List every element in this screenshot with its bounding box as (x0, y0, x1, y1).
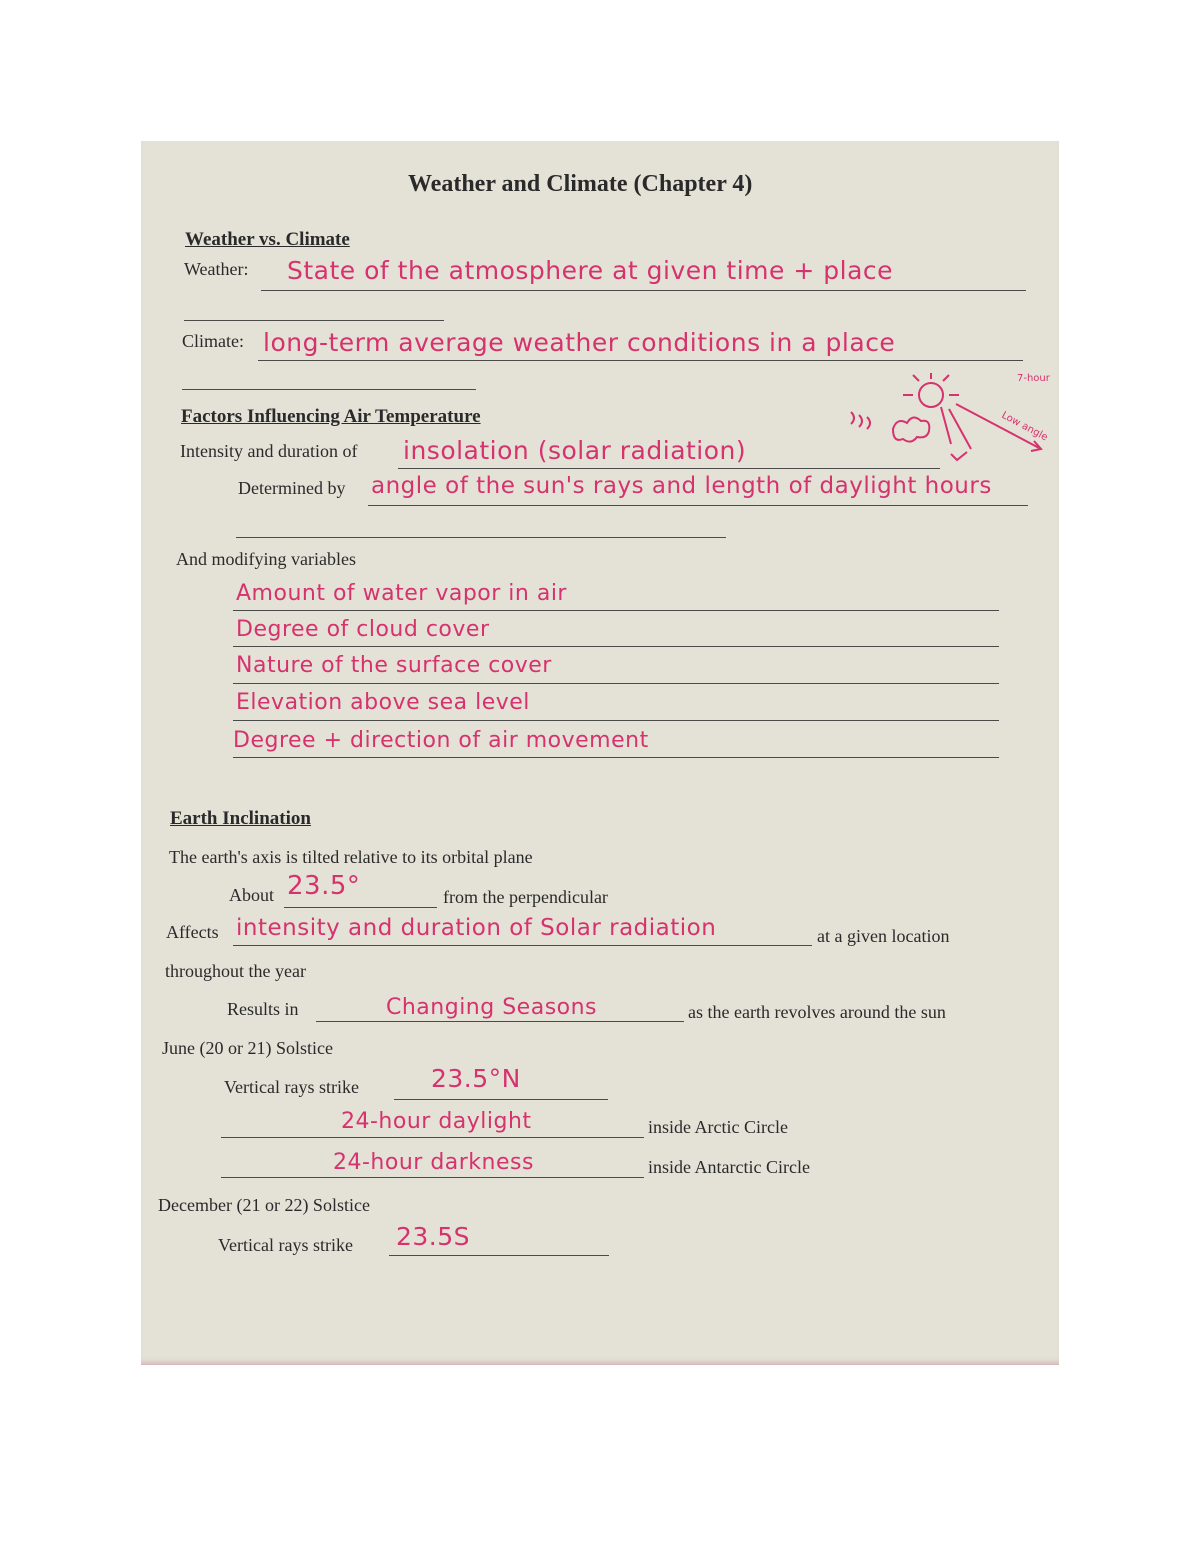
affects-suffix: at a given location (817, 926, 950, 946)
weather-answer-line-2 (184, 320, 444, 321)
affects-label: Affects (166, 922, 219, 942)
modifying-answer-4: Elevation above sea level (236, 690, 530, 715)
weather-label: Weather: (184, 259, 249, 279)
about-answer: 23.5° (287, 871, 361, 901)
sun-rays-sketch-icon (831, 369, 1071, 489)
modifying-answer-5: Degree + direction of air movement (233, 728, 649, 753)
june-arctic-suffix: inside Arctic Circle (648, 1117, 788, 1137)
sketch-note-hours: 7-hour (1017, 373, 1050, 384)
results-answer: Changing Seasons (386, 995, 598, 1020)
section-heading-weather-vs-climate: Weather vs. Climate (185, 229, 350, 250)
intensity-answer: insolation (solar radiation) (403, 436, 747, 465)
about-suffix: from the perpendicular (443, 887, 608, 907)
results-answer-line (316, 1021, 684, 1022)
about-label: About (229, 885, 274, 905)
climate-label: Climate: (182, 331, 244, 351)
dec-vertical-line (389, 1255, 609, 1256)
weather-answer-line (261, 290, 1026, 291)
modifying-line-2 (233, 646, 999, 647)
page-title: Weather and Climate (Chapter 4) (408, 171, 753, 197)
affects-answer: intensity and duration of Solar radiation (236, 915, 717, 941)
weather-answer: State of the atmosphere at given time + place (287, 256, 894, 285)
determined-answer-line-2 (236, 537, 726, 538)
modifying-line-5 (233, 757, 999, 758)
climate-answer-line (258, 360, 1023, 361)
dec-vertical-label: Vertical rays strike (218, 1235, 353, 1255)
affects-answer-line (233, 945, 812, 946)
modifying-line-3 (233, 683, 999, 684)
worksheet-page (141, 141, 1059, 1365)
results-label: Results in (227, 999, 299, 1019)
intensity-label: Intensity and duration of (180, 441, 358, 461)
results-suffix: as the earth revolves around the sun (688, 1002, 946, 1022)
june-antarctic-answer: 24-hour darkness (333, 1150, 534, 1175)
modifying-line-4 (233, 720, 999, 721)
december-solstice-heading: December (21 or 22) Solstice (158, 1195, 370, 1215)
section-heading-earth-inclination: Earth Inclination (170, 808, 311, 829)
determined-answer: angle of the sun's rays and length of daylight hours (371, 473, 992, 499)
june-vertical-answer: 23.5°N (431, 1064, 521, 1093)
june-arctic-answer: 24-hour daylight (341, 1109, 532, 1134)
june-arctic-line (221, 1137, 644, 1138)
dec-vertical-answer: 23.5S (396, 1222, 471, 1251)
climate-answer: long-term average weather conditions in a place (263, 328, 896, 357)
about-answer-line (284, 907, 437, 908)
modifying-answer-2: Degree of cloud cover (236, 617, 490, 642)
throughout-text: throughout the year (165, 961, 306, 981)
determined-answer-line (368, 505, 1028, 506)
determined-label: Determined by (238, 478, 346, 498)
climate-answer-line-2 (182, 389, 476, 390)
modifying-answer-1: Amount of water vapor in air (236, 581, 567, 606)
section-heading-factors: Factors Influencing Air Temperature (181, 406, 481, 427)
sketch-note-angle: Low angle (999, 409, 1050, 444)
modifying-answer-3: Nature of the surface cover (236, 653, 552, 678)
june-antarctic-line (221, 1177, 644, 1178)
june-solstice-heading: June (20 or 21) Solstice (162, 1038, 333, 1058)
june-antarctic-suffix: inside Antarctic Circle (648, 1157, 810, 1177)
modifying-label: And modifying variables (176, 549, 356, 569)
june-vertical-label: Vertical rays strike (224, 1077, 359, 1097)
modifying-line-1 (233, 610, 999, 611)
june-vertical-line (394, 1099, 608, 1100)
axis-text: The earth's axis is tilted relative to its orbital plane (169, 847, 533, 867)
